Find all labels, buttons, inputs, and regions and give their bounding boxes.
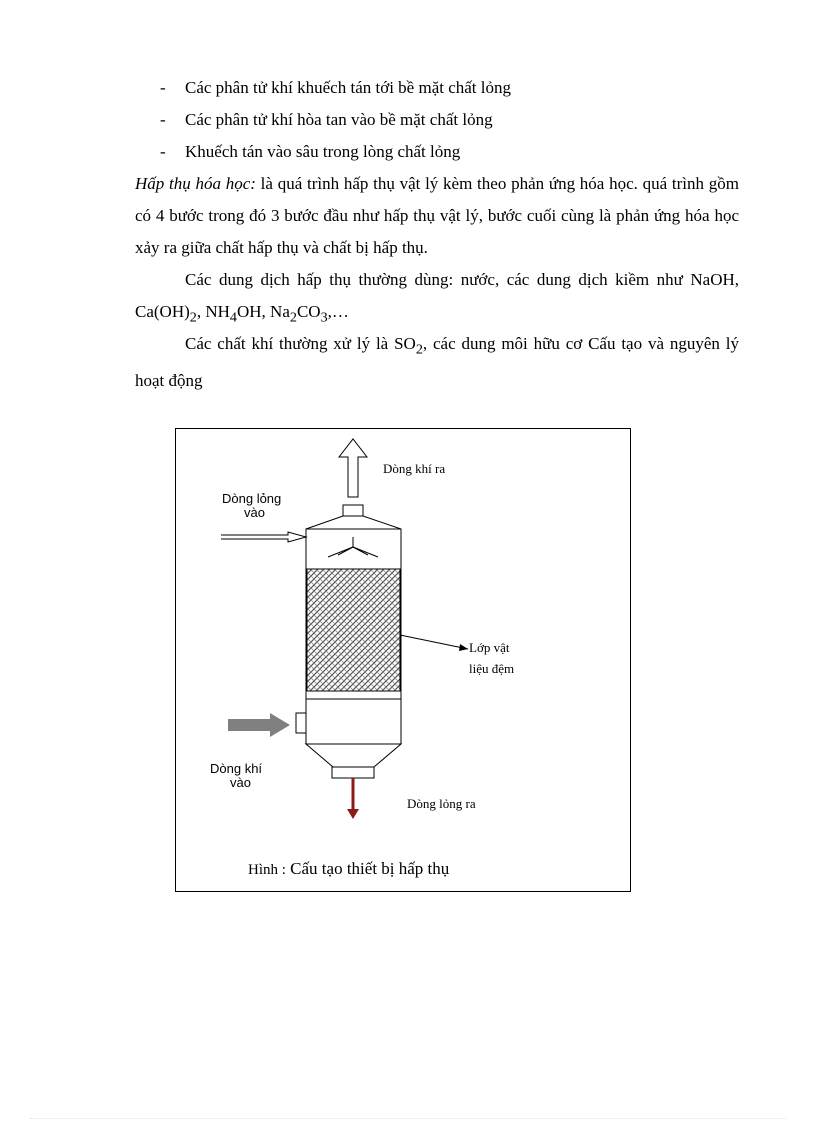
top-nozzle <box>343 505 363 516</box>
caption-prefix: Hình : <box>248 862 286 878</box>
paragraph-gases <box>135 328 739 397</box>
paragraph-text: , NH <box>196 302 230 321</box>
figure-caption <box>248 859 449 879</box>
label-gas-out: Dòng khí ra <box>383 461 446 476</box>
paragraph-chemical-absorption <box>135 168 739 264</box>
gas-inlet-nozzle <box>296 713 306 733</box>
list-item <box>135 72 739 104</box>
paragraph-text: ,… <box>327 302 349 321</box>
gas-out-arrow <box>339 439 367 497</box>
subscript: 2 <box>289 309 297 326</box>
liquid-inlet-arrow <box>221 532 306 542</box>
gas-in-arrow <box>228 713 290 737</box>
caption-text: Cấu tạo thiết bị hấp thụ <box>285 859 450 878</box>
paragraph-text: Các chất khí thường xử lý là SO <box>185 334 416 353</box>
packing-bed <box>307 569 400 691</box>
packing-leader <box>400 635 468 649</box>
bottom-cone <box>306 744 401 767</box>
top-cone <box>306 516 401 529</box>
absorber-figure <box>175 428 631 892</box>
label-packing-line1: Lớp vật <box>469 640 510 655</box>
bullet-marker: - <box>160 142 166 161</box>
subscript: 3 <box>320 309 328 326</box>
list-item <box>135 136 739 168</box>
paragraph-text: , các dung môi hữu cơ Cấu tạo và nguyên lý hoạt động <box>135 334 739 391</box>
footer-divider <box>30 1118 786 1119</box>
bullet-text: Các phân tử khí khuếch tán tới bề mặt chất lỏng <box>185 78 512 97</box>
paragraph-text: OH, Na <box>236 302 290 321</box>
paragraph-text: CO <box>296 302 321 321</box>
label-gas-in-line1: Dòng khí <box>210 761 263 776</box>
label-gas-in-line2: vào <box>230 775 251 790</box>
paragraph-text: Các dung dịch hấp thụ thường dùng: nước, các dung dịch kiềm như NaOH, Ca(OH) <box>135 270 739 321</box>
paragraph-text: là quá trình hấp thụ vật lý kèm theo phản ứng hóa học. quá trình gồm có 4 bước trong đó 3 bước đầu như hấp thụ vật lý, bước cuối cùng là phản ứng hóa học xảy ra giữa chất hấp thụ và chất bị hấp thụ. <box>135 174 739 257</box>
bullet-list <box>135 72 739 168</box>
lower-section <box>306 699 401 744</box>
label-packing-line2: liệu đệm <box>469 661 515 676</box>
label-liquid-in-line1: Dòng lỏng <box>222 491 282 506</box>
bullet-text: Các phân tử khí hòa tan vào bề mặt chất lỏng <box>185 110 493 129</box>
paragraph-absorbents <box>135 264 739 333</box>
term-chemical-absorption: Hấp thụ hóa học: <box>135 174 256 193</box>
bottom-outlet <box>332 767 374 778</box>
list-item <box>135 104 739 136</box>
bullet-marker: - <box>160 78 166 97</box>
subscript: 4 <box>229 309 237 326</box>
label-liquid-in-line2: vào <box>244 505 265 520</box>
subscript: 2 <box>189 309 197 326</box>
label-liquid-out: Dòng lỏng ra <box>407 796 476 811</box>
bullet-marker: - <box>160 110 166 129</box>
subscript: 2 <box>415 341 423 358</box>
bullet-text: Khuếch tán vào sâu trong lòng chất lỏng <box>185 142 461 161</box>
